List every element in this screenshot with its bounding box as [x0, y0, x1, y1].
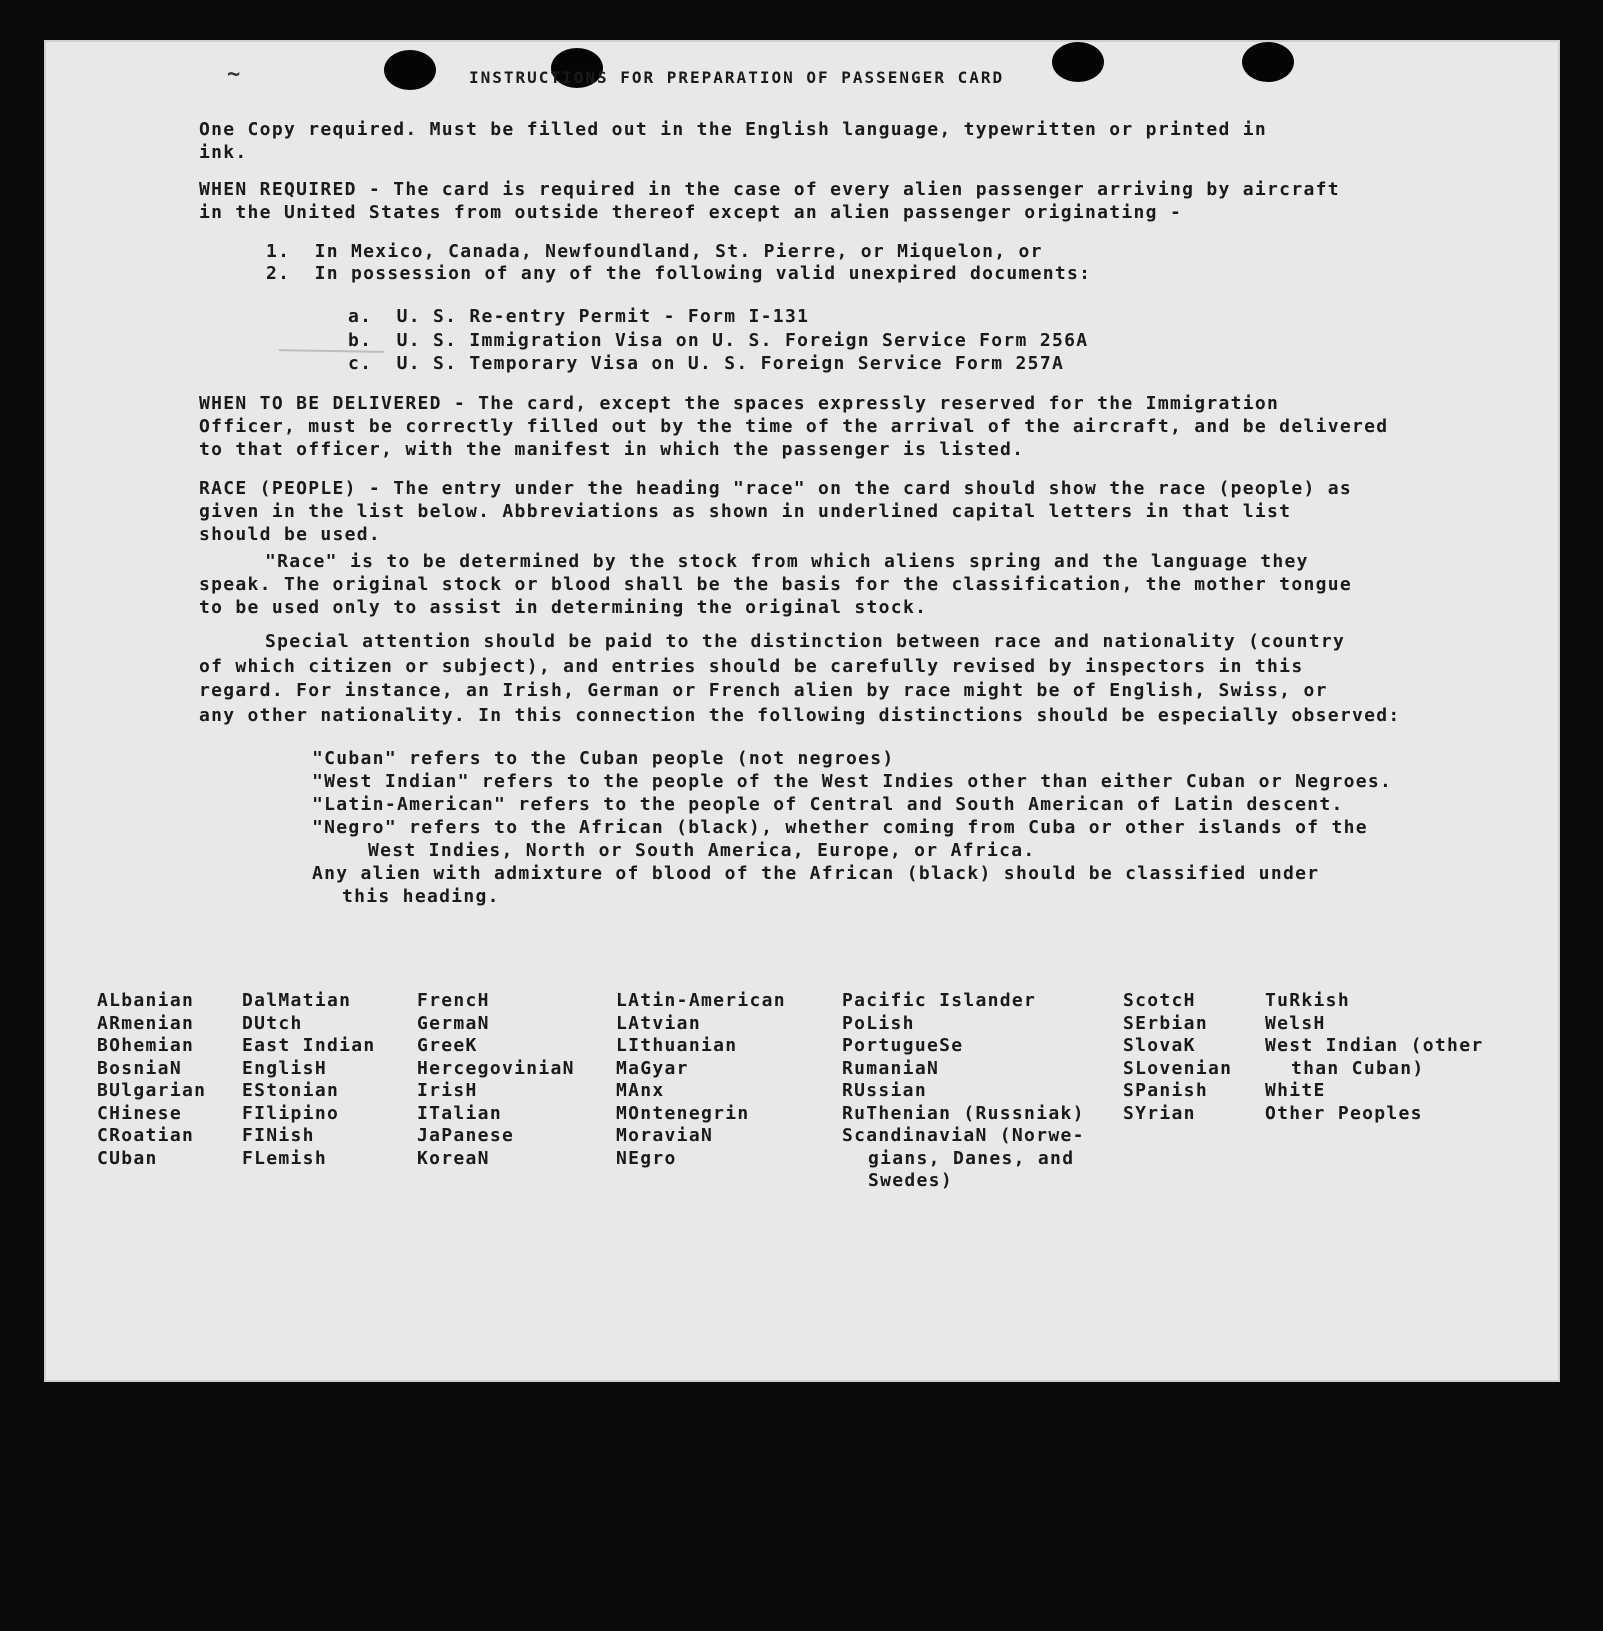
text-line: regard. For instance, an Irish, German or French alien by race might be of English, Swiss, or: [199, 680, 1328, 701]
race-entry: LAtin-American: [616, 990, 786, 1011]
race-entry: JaPanese: [417, 1125, 515, 1146]
list-letter: c.: [348, 353, 373, 374]
race-column-6: [1123, 990, 1232, 1125]
race-column-1: [97, 990, 206, 1170]
race-column-2: [242, 990, 376, 1170]
race-entry: RuThenian (Russniak): [842, 1102, 1085, 1124]
race-entry-continued: gians, Danes, and: [868, 1147, 1075, 1169]
race-entry: MAnx: [616, 1080, 665, 1101]
distinction-latin-american: "Latin-American" refers to the people of Central and South American of Latin descent.: [312, 794, 1344, 815]
race-entry: LAtvian: [616, 1012, 701, 1034]
text-line: One Copy required. Must be filled out in the English language, typewritten or printed in: [199, 119, 1268, 140]
list-item: [266, 262, 1091, 285]
list-number: 1.: [266, 241, 291, 262]
race-entry: RUssian: [842, 1080, 927, 1101]
text-line: given in the list below. Abbreviations as shown in underlined capital letters in that list: [199, 501, 1292, 522]
distinction-admixture: Any alien with admixture of blood of the African (black) should be classified under: [312, 863, 1320, 884]
race-entry: RumaniaN: [842, 1057, 940, 1079]
distinction-cuban: "Cuban" refers to the Cuban people (not negroes): [312, 748, 895, 769]
distinctions-list: [312, 747, 1522, 908]
race-column-7: [1265, 990, 1483, 1125]
document-item: [348, 352, 1064, 375]
list-text: In Mexico, Canada, Newfoundland, St. Pierre, or Miquelon, or: [314, 241, 1043, 262]
race-entry: SErbian: [1123, 1012, 1208, 1034]
list-text: U. S. Immigration Visa on U. S. Foreign Service Form 256A: [396, 330, 1089, 351]
text-line: Officer, must be correctly filled out by the time of the arrival of the aircraft, and be delivered: [199, 416, 1389, 437]
race-entry: BOhemian: [97, 1035, 195, 1056]
distinction-negro-continued: West Indies, North or South America, Europe, or Africa.: [368, 840, 1036, 861]
race-entry: East Indian: [242, 1035, 376, 1056]
text-line: WHEN REQUIRED - The card is required in the case of every alien passenger arriving by aircraft: [199, 179, 1340, 200]
race-entry: FLemish: [242, 1147, 327, 1169]
race-entry: DUtch: [242, 1012, 303, 1034]
list-number: 2.: [266, 263, 291, 284]
race-entry: Other Peoples: [1265, 1102, 1423, 1124]
race-entry: CRoatian: [97, 1125, 195, 1146]
text-line: speak. The original stock or blood shall be the basis for the classification, the mother tongue: [199, 574, 1353, 595]
race-entry: EnglisH: [242, 1057, 327, 1079]
race-entry: Pacific Islander: [842, 990, 1037, 1011]
text-line: to be used only to assist in determining the original stock.: [199, 597, 928, 618]
list-text: In possession of any of the following valid unexpired documents:: [314, 263, 1092, 284]
race-entry: PortugueSe: [842, 1035, 964, 1056]
race-entry: SYrian: [1123, 1102, 1196, 1124]
text-line: in the United States from outside thereof except an alien passenger originating -: [199, 202, 1183, 223]
race-column-5: [842, 990, 1085, 1193]
document-page: [44, 40, 1560, 1382]
race-entry: CUban: [97, 1147, 158, 1169]
text-line: should be used.: [199, 524, 382, 545]
special-attention-paragraph: [199, 630, 1529, 728]
document-item: [348, 305, 809, 328]
race-entry: DalMatian: [242, 990, 352, 1011]
page-title: INSTRUCTIONS FOR PREPARATION OF PASSENGER CARD: [469, 68, 1005, 87]
race-entry: FINish: [242, 1125, 315, 1146]
race-entry: SlovaK: [1123, 1035, 1196, 1056]
pen-mark: ~: [227, 62, 241, 87]
race-entry: MOntenegrin: [616, 1102, 750, 1124]
race-entry: FrencH: [417, 990, 490, 1011]
intro-paragraph: [199, 118, 1529, 164]
race-entry: WelsH: [1265, 1012, 1326, 1034]
race-entry: LIthuanian: [616, 1035, 738, 1056]
race-entry: NEgro: [616, 1147, 677, 1169]
race-entry: BosniaN: [97, 1057, 182, 1079]
race-entry: TuRkish: [1265, 990, 1350, 1011]
race-entry: West Indian (other: [1265, 1035, 1484, 1056]
race-entry: BUlgarian: [97, 1080, 207, 1101]
race-column-4: [616, 990, 786, 1170]
when-delivered-paragraph: [199, 392, 1529, 461]
race-people-paragraph: [199, 477, 1529, 546]
race-entry: GermaN: [417, 1012, 490, 1034]
list-text: U. S. Temporary Visa on U. S. Foreign Service Form 257A: [396, 353, 1065, 374]
race-entry: GreeK: [417, 1035, 478, 1056]
race-entry: ITalian: [417, 1102, 502, 1124]
instruction-text: [44, 40, 1560, 1382]
race-entry: KoreaN: [417, 1147, 490, 1169]
text-line: RACE (PEOPLE) - The entry under the heading "race" on the card should show the race (people) as: [199, 478, 1353, 499]
list-text: U. S. Re-entry Permit - Form I-131: [396, 306, 810, 327]
text-line: "Race" is to be determined by the stock from which aliens spring and the language they: [265, 551, 1309, 572]
distinction-negro: "Negro" refers to the African (black), whether coming from Cuba or other islands of the: [312, 817, 1368, 838]
race-entry: ALbanian: [97, 990, 195, 1011]
text-line: any other nationality. In this connection the following distinctions should be especially observed:: [199, 704, 1401, 726]
race-entry: HercegoviniaN: [417, 1057, 575, 1079]
race-stock-paragraph: [199, 550, 1529, 619]
race-entry: EStonian: [242, 1080, 340, 1101]
list-letter: a.: [348, 306, 373, 327]
text-line: WHEN TO BE DELIVERED - The card, except the spaces expressly reserved for the Immigration: [199, 393, 1280, 414]
race-entry-continued: Swedes): [868, 1170, 953, 1191]
when-required-paragraph: [199, 178, 1529, 224]
text-line: of which citizen or subject), and entries should be carefully revised by inspectors in this: [199, 655, 1304, 677]
race-entry: ScandinaviaN (Norwe-: [842, 1125, 1085, 1146]
list-letter: b.: [348, 330, 373, 351]
distinction-admixture-continued: this heading.: [342, 886, 500, 907]
race-entry: IrisH: [417, 1080, 478, 1101]
race-entry: ARmenian: [97, 1012, 195, 1034]
text-line: to that officer, with the manifest in which the passenger is listed.: [199, 439, 1025, 460]
list-item: [266, 240, 1043, 263]
race-entry-continued: than Cuban): [1291, 1057, 1425, 1079]
race-entry: SLovenian: [1123, 1057, 1233, 1079]
document-item: [348, 329, 1088, 352]
race-entry: SPanish: [1123, 1080, 1208, 1101]
race-entry: MoraviaN: [616, 1125, 714, 1146]
race-entry: CHinese: [97, 1102, 182, 1124]
race-column-3: [417, 990, 575, 1170]
text-line: Special attention should be paid to the distinction between race and nationality (country: [265, 631, 1346, 652]
race-entry: PoLish: [842, 1012, 915, 1034]
distinction-west-indian: "West Indian" refers to the people of the West Indies other than either Cuban or Negroes.: [312, 771, 1393, 792]
race-entry: MaGyar: [616, 1057, 689, 1079]
race-entry: FIlipino: [242, 1102, 340, 1124]
text-line: ink.: [199, 142, 248, 163]
race-entry: ScotcH: [1123, 990, 1196, 1011]
race-entry: WhitE: [1265, 1080, 1326, 1101]
